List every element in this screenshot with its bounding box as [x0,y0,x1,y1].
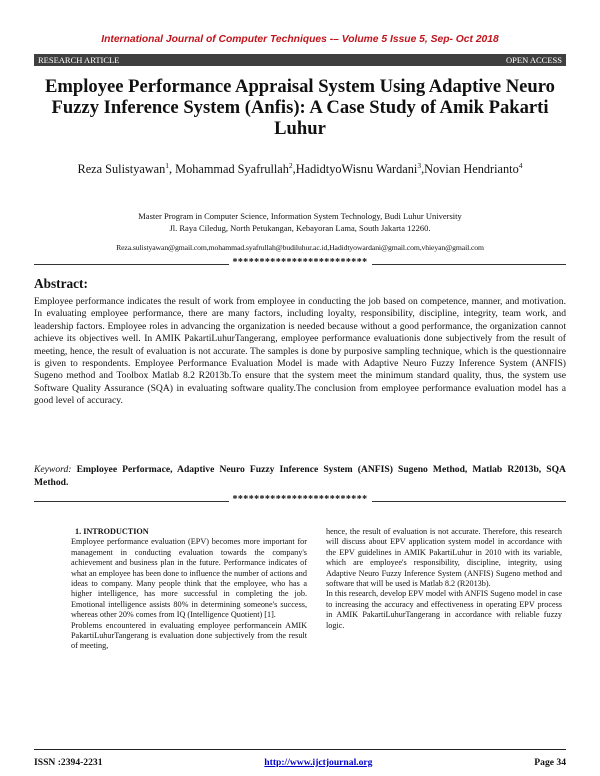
keywords [34,464,566,489]
journal-header: International Journal of Computer Techniques -– Volume 5 Issue 5, Sep- Oct 2018 [101,34,499,45]
research-article-label: RESEARCH ARTICLE [38,55,120,65]
author-3-sup: 3 [417,161,422,170]
separator-top [34,257,566,267]
abstract-text: Employee performance indicates the result of work from employee in conducting the job based on competence, manner, and motivation. In evaluating employee performance, there are many factors, including loyalty, responsibility, discipline, integrity, team work, and leadership factors. Employee roles in advancing the organization is needed because without a good performance, the organization cannot achieve its objectives well. In AMIK PakartiLuhurTangerang, employee performance evaluationis done subjectively from the result of meeting, hence, the result of evaluation is not accurate. The samples is done by purposive sampling technique, which is the questionnaire is given to respondents. Employee Performance Evaluation Model is made with Adaptive Neuro Fuzzy Inference System (ANFIS) Sugeno method and Toolbox Matlab 8.2 R2013b.To ensure that the system meet the minimum standard quality, thus, the system use Software Quality Assurance (SQA) in evaluating software quality.The conclusion from employee performance evaluation model has a good level of accuracy. [34,296,566,407]
affiliation-line-1: Master Program in Computer Science, Information System Technology, Budi Luhur University [138,211,462,221]
author-4-sup: 4 [518,161,523,170]
keywords-text: Employee Performace, Adaptive Neuro Fuzzy Inference System (ANFIS) Sugeno Method, Matlab R2013b, SQA Method. [34,464,566,488]
page-number: Page 34 [534,757,566,768]
journal-link[interactable]: http://www.ijctjournal.org [264,757,373,768]
separator-line [372,264,567,265]
author-2: , Mohammad Syafrullah [169,162,289,177]
column-right [326,527,562,631]
article-type-bar [34,54,566,66]
open-access-label: OPEN ACCESS [506,55,562,65]
affiliation [80,211,520,234]
footer-rule [34,749,566,750]
intro-paragraph-1: Employee performance evaluation (EPV) becomes more important for management in conducting evaluation towards the company's achievement and business plan in the future. Performance indicates of what an employee has been done to influence the number of actions and ideas to company. Many people think that the employee, who has a higher intelligence, has more successful in completing the job. Emotional intelligence assists 80% in determining someone's success, whereas other 20% comes from IQ (Intelligence Quotient) [1]. [71,537,307,620]
separator-line [372,501,567,502]
introduction-heading: 1. INTRODUCTION [75,527,149,536]
author-2-sup: 2 [288,161,293,170]
separator-stars: ************************* [232,493,368,505]
issn: ISSN :2394-2231 [34,757,103,768]
affiliation-line-2: Jl. Raya Ciledug, North Petukangan, Kebayoran Lama, South Jakarta 12260. [169,222,431,233]
separator-line [34,264,229,265]
page-footer [34,757,566,768]
author-1-sup: 1 [165,161,170,170]
intro-paragraph-2: Problems encountered in evaluating employee performancein AMIK PakartiLuhurTangerang is evaluation done subjectively from the result of meeting, [71,620,307,651]
separator-line [34,501,229,502]
author-list [60,154,540,181]
keywords-label: Keyword: [34,464,72,475]
author-4: ,Novian Hendrianto [421,162,519,177]
column-left [71,527,307,652]
paper-title: Employee Performance Appraisal System Using Adaptive Neuro Fuzzy Inference System (Anfis): A Case Study of Amik Pakarti Luhur [45,76,555,139]
author-1: Reza Sulistyawan [77,162,166,177]
author-emails: Reza.sulistyawan@gmail.com,mohammad.syafrullah@budiluhur.ac.id,Hadidtyowardani@gmail.com,vhieyan@gmail.com [116,243,484,252]
intro-paragraph-4: In this research, develop EPV model with ANFIS Sugeno model in case to increasing the accuracy and effectiveness in operating EPV process in AMIK PakartiLuhurTangerang in accordance with reliable fuzzy logic. [326,589,562,630]
author-3: ,HadidtyoWisnu Wardani [292,162,418,177]
separator-stars: ************************* [232,256,368,268]
abstract-heading: Abstract: [34,276,88,291]
separator-bottom [34,494,566,504]
intro-paragraph-3: hence, the result of evaluation is not accurate. Therefore, this research will discuss about EPV application system model in accordance with the EPV guidelines in AMIK PakartiLuhur in 2010 with its variable, which are employee's responsibility, discipline, integrity, using Adaptive Neuro Fuzzy Inference System (ANFIS) Sugeno method and software that will be used is Matlab 8.2 (R2013b). [326,527,562,589]
